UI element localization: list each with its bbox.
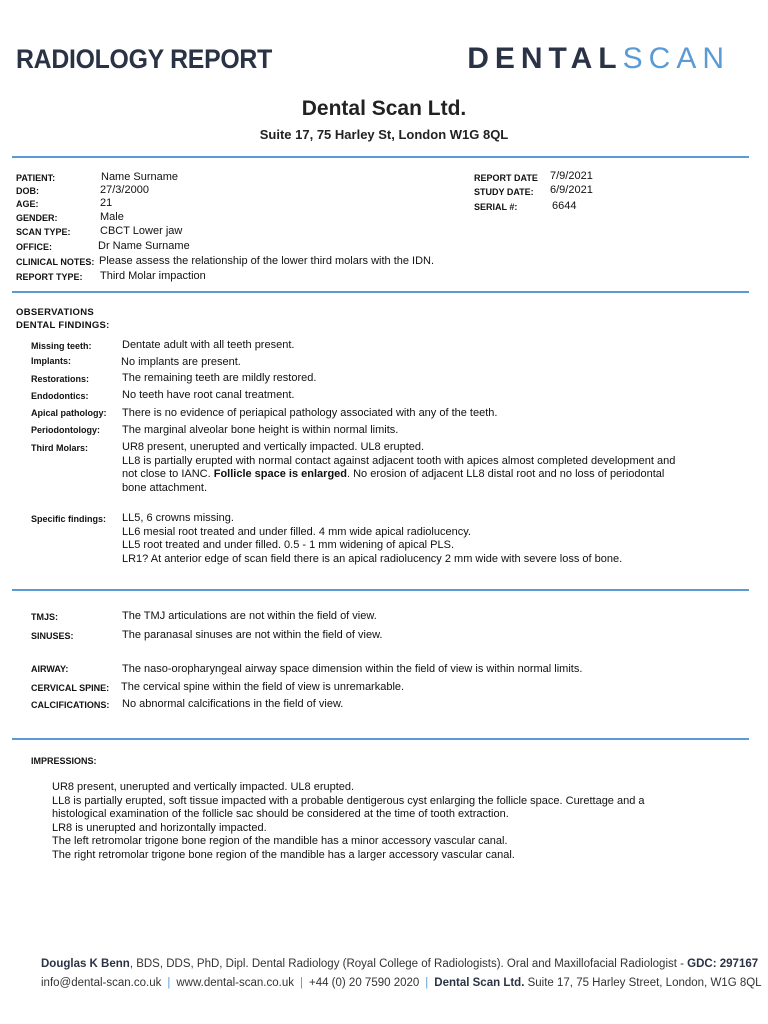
text-line: The left retromolar trigone bone region of the mandible has a minor accessory vascular canal. <box>52 835 508 847</box>
report-title: RADIOLOGY REPORT <box>16 44 272 74</box>
scan-type-value: CBCT Lower jaw <box>100 225 183 237</box>
footer-email[interactable]: info@dental-scan.co.uk <box>41 977 162 989</box>
apical-pathology-value: There is no evidence of periapical pathology associated with any of the teeth. <box>122 407 498 419</box>
text-line: LR1? At anterior edge of scan field there is an apical radiolucency 2 mm wide with severe loss of bone. <box>122 552 623 565</box>
impressions-text <box>52 781 645 862</box>
text-line: UR8 present, unerupted and vertically impacted. UL8 erupted. <box>122 441 425 453</box>
observations-heading: OBSERVATIONS <box>16 307 95 318</box>
office-value: Dr Name Surname <box>98 240 190 252</box>
tmjs-value: The TMJ articulations are not within the field of view. <box>122 610 377 622</box>
periodontology-value: The marginal alveolar bone height is within normal limits. <box>122 424 399 436</box>
third-molars-text <box>122 441 675 495</box>
implants-label: Implants: <box>31 356 72 366</box>
cervical-spine-label: CERVICAL SPINE: <box>31 683 110 693</box>
text-line: histological examination of the follicle sac should be considered at the time of tooth extraction. <box>52 808 509 820</box>
specific-findings-text <box>122 512 622 566</box>
report-type-value: Third Molar impaction <box>100 270 206 282</box>
text-line: The right retromolar trigone bone region of the mandible has a larger accessory vascular canal. <box>52 848 515 861</box>
third-molars-label: Third Molars: <box>31 443 89 453</box>
text-line: LL8 is partially erupted, soft tissue impacted with a probable dentigerous cyst enlarging the follicle space. Curettage and a <box>52 794 645 807</box>
text-span: not close to IANC. <box>122 468 211 480</box>
dob-label: DOB: <box>16 186 39 196</box>
text-line: bone attachment. <box>122 481 208 494</box>
age-label: AGE: <box>16 199 39 209</box>
text-line: LL8 is partially erupted with normal contact against adjacent tooth with apices almost completed development and <box>122 454 676 467</box>
brand-logo-part1: DENTAL <box>467 42 623 75</box>
footer-address: Suite 17, 75 Harley Street, London, W1G 8QL <box>524 977 762 989</box>
report-date-value: 7/9/2021 <box>550 170 593 182</box>
patient-label: PATIENT: <box>16 173 56 183</box>
report-date-label: REPORT DATE <box>474 173 538 183</box>
endodontics-value: No teeth have root canal treatment. <box>122 389 295 401</box>
footer-gdc: GDC: 297167 <box>687 958 759 970</box>
missing-teeth-label: Missing teeth: <box>31 341 92 351</box>
clinical-notes-value: Please assess the relationship of the lower third molars with the IDN. <box>99 255 435 267</box>
restorations-value: The remaining teeth are mildly restored. <box>122 372 317 384</box>
impressions-heading: IMPRESSIONS: <box>31 756 97 766</box>
text-line: LR8 is unerupted and horizontally impacted. <box>52 821 267 834</box>
clinical-notes-label: CLINICAL NOTES: <box>16 257 95 267</box>
sinuses-value: The paranasal sinuses are not within the field of view. <box>122 629 383 641</box>
footer-doctor-name: Douglas K Benn <box>41 958 130 970</box>
company-name: Dental Scan Ltd. <box>301 97 467 120</box>
report-type-label: REPORT TYPE: <box>16 272 83 282</box>
missing-teeth-value: Dentate adult with all teeth present. <box>122 339 295 351</box>
serial-label: SERIAL #: <box>474 202 518 212</box>
study-date-label: STUDY DATE: <box>474 187 534 197</box>
divider <box>12 738 749 740</box>
brand-logo <box>467 42 730 76</box>
text-line <box>122 468 675 482</box>
text-line: LL5 root treated and under filled. 0.5 - 1 mm widening of apical PLS. <box>122 539 455 551</box>
divider <box>12 589 749 591</box>
footer-separator: | <box>299 977 303 989</box>
sinuses-label: SINUSES: <box>31 631 74 641</box>
endodontics-label: Endodontics: <box>31 391 89 401</box>
airway-label: AIRWAY: <box>31 664 69 674</box>
divider <box>12 291 749 293</box>
scan-type-label: SCAN TYPE: <box>16 227 71 237</box>
age-value: 21 <box>100 197 113 209</box>
text-line: LL5, 6 crowns missing. <box>122 512 234 524</box>
apical-pathology-label: Apical pathology: <box>31 408 107 418</box>
restorations-label: Restorations: <box>31 374 90 384</box>
company-address: Suite 17, 75 Harley St, London W1G 8QL <box>259 127 509 142</box>
footer-separator: | <box>425 977 429 989</box>
footer-separator: | <box>167 977 171 989</box>
office-label: OFFICE: <box>16 242 52 252</box>
study-date-value: 6/9/2021 <box>550 184 593 196</box>
calcifications-label: CALCIFICATIONS: <box>31 700 110 710</box>
footer-website[interactable]: www.dental-scan.co.uk <box>176 977 294 989</box>
periodontology-label: Periodontology: <box>31 425 100 435</box>
footer-company: Dental Scan Ltd. <box>434 977 525 989</box>
text-line: LL6 mesial root treated and under filled. 4 mm wide apical radiolucency. <box>122 525 471 538</box>
dob-value: 27/3/2000 <box>100 184 149 196</box>
brand-logo-part2: SCAN <box>622 42 730 75</box>
divider <box>12 156 749 158</box>
specific-findings-label: Specific findings: <box>31 514 107 524</box>
dental-findings-heading: DENTAL FINDINGS: <box>16 320 110 331</box>
footer-phone: +44 (0) 20 7590 2020 <box>308 977 420 989</box>
footer-contact <box>41 977 762 989</box>
text-span: . No erosion of adjacent LL8 distal root and no loss of periodontal <box>347 468 665 480</box>
footer-signature <box>41 958 758 970</box>
follicle-emphasis: Follicle space is enlarged <box>213 468 347 480</box>
tmjs-label: TMJS: <box>31 612 58 622</box>
implants-value: No implants are present. <box>121 356 241 368</box>
patient-value: Name Surname <box>101 171 179 183</box>
gender-label: GENDER: <box>16 213 58 223</box>
footer-credentials: , BDS, DDS, PhD, Dipl. Dental Radiology (Royal College of Radiologists). Oral and Maxillofacial Radiologist - <box>129 958 688 970</box>
serial-value: 6644 <box>552 200 577 212</box>
cervical-spine-value: The cervical spine within the field of view is unremarkable. <box>121 681 405 693</box>
gender-value: Male <box>100 211 124 223</box>
text-line: UR8 present, unerupted and vertically impacted. UL8 erupted. <box>52 781 355 793</box>
airway-value: The naso-oropharyngeal airway space dimension within the field of view is within normal limits. <box>122 663 583 675</box>
calcifications-value: No abnormal calcifications in the field of view. <box>122 698 344 710</box>
